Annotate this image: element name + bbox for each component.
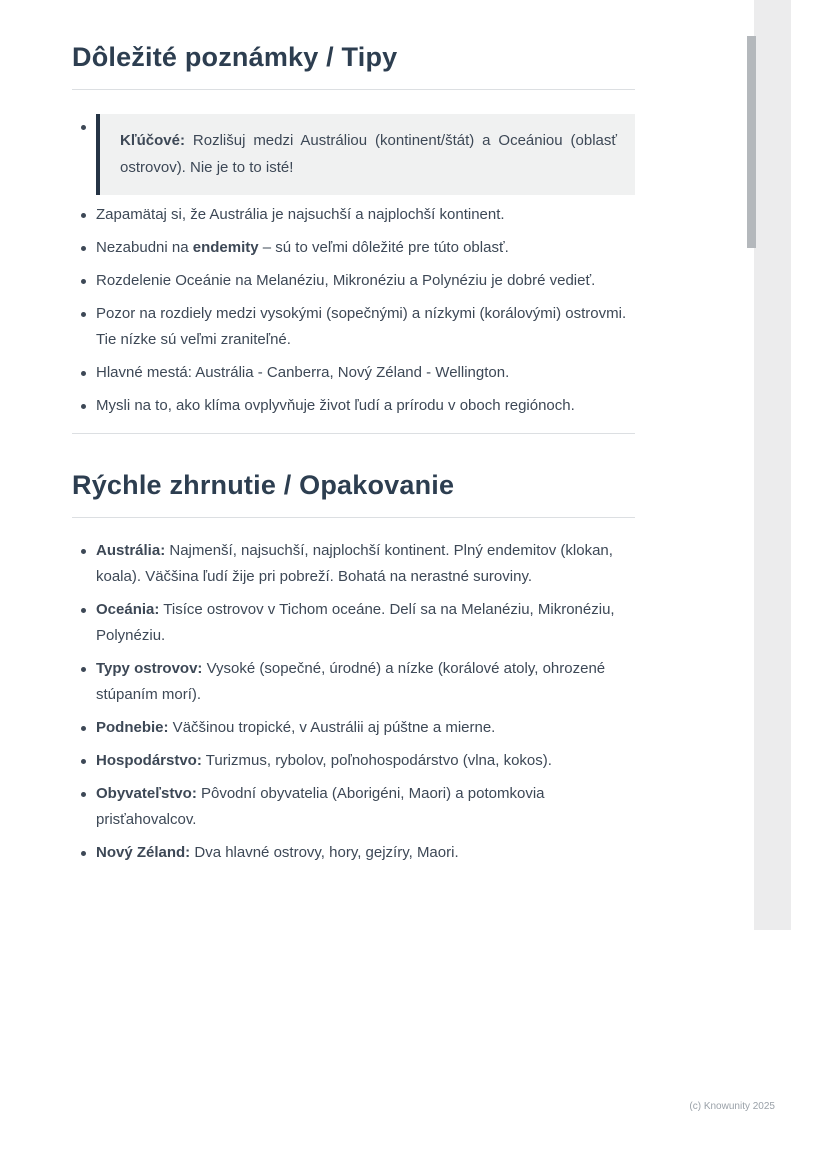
section-notes [72, 42, 635, 419]
list-item [72, 781, 635, 833]
bullet-term: Austrália: [96, 542, 166, 559]
bullet-term: Hospodárstvo: [96, 752, 202, 769]
list-item [72, 114, 635, 195]
footer-copyright: (c) Knowunity 2025 [689, 1101, 775, 1112]
notes-section-title: Dôležité poznámky / Tipy [72, 42, 635, 90]
notes-list [72, 202, 635, 419]
bullet-term: Obyvateľstvo: [96, 785, 197, 802]
list-item [72, 748, 635, 774]
bullet-text: Rozdelenie Oceánie na Melanéziu, Mikronéziu a Polynéziu je dobré vedieť. [96, 272, 596, 289]
bullet-text: Turizmus, rybolov, poľnohospodárstvo (vlna, kokos). [201, 752, 552, 769]
list-item [72, 538, 635, 590]
scrollbar-track[interactable] [754, 0, 791, 930]
bullet-term: Podnebie: [96, 719, 169, 736]
bullet-text: Väčšinou tropické, v Austrálii aj púštne a mierne. [168, 719, 496, 736]
list-item [72, 301, 635, 353]
bullet-term: Nový Zéland: [96, 844, 191, 861]
list-item [72, 597, 635, 649]
bullet-text: Tisíce ostrovov v Tichom oceáne. Delí sa na Melanéziu, Mikronéziu, Polynéziu. [96, 601, 615, 644]
list-item [72, 235, 635, 261]
bullet-text: Zapamätaj si, že Austrália je najsuchší a najplochší kontinent. [96, 206, 505, 223]
summary-section-title: Rýchle zhrnutie / Opakovanie [72, 470, 635, 518]
list-item [72, 656, 635, 708]
list-item [72, 393, 635, 419]
list-item [72, 360, 635, 386]
callout-list [72, 114, 635, 195]
bullet-term: endemity [192, 239, 259, 256]
scrollbar-thumb[interactable] [747, 36, 756, 248]
bullet-text: Pozor na rozdiely medzi vysokými (sopečnými) a nízkymi (korálovými) ostrovmi. Tie nízke sú veľmi zraniteľné. [96, 305, 627, 348]
list-item [72, 715, 635, 741]
key-callout [96, 114, 635, 195]
bullet-text: Vysoké (sopečné, úrodné) a nízke (korálové atoly, ohrozené stúpaním morí). [96, 660, 606, 703]
section-divider [72, 433, 635, 434]
bullet-text: Najmenší, najsuchší, najplochší kontinent. Plný endemitov (klokan, koala). Väčšina ľudí žije pri pobreží. Bohatá na nerastné suroviny. [96, 542, 613, 585]
document-content [72, 42, 635, 873]
bullet-term: Typy ostrovov: [96, 660, 203, 677]
bullet-text: Nezabudni na [96, 239, 193, 256]
list-item [72, 840, 635, 866]
summary-list [72, 538, 635, 866]
callout-text: Rozlišuj medzi Austráliou (kontinent/štát) a Oceániou (oblasť ostrovov). Nie je to to isté! [120, 132, 618, 176]
bullet-text: Hlavné mestá: Austrália - Canberra, Nový Zéland - Wellington. [96, 364, 510, 381]
bullet-text: Pôvodní obyvatelia (Aborigéni, Maori) a potomkovia prisťahovalcov. [96, 785, 545, 828]
bullet-term: Oceánia: [96, 601, 160, 618]
bullet-text: Dva hlavné ostrovy, hory, gejzíry, Maori. [190, 844, 459, 861]
section-summary [72, 470, 635, 866]
list-item [72, 268, 635, 294]
list-item [72, 202, 635, 228]
bullet-text: – sú to veľmi dôležité pre túto oblasť. [258, 239, 509, 256]
bullet-text: Mysli na to, ako klíma ovplyvňuje život ľudí a prírodu v oboch regiónoch. [96, 397, 575, 414]
callout-lead: Kľúčové: [120, 132, 185, 149]
